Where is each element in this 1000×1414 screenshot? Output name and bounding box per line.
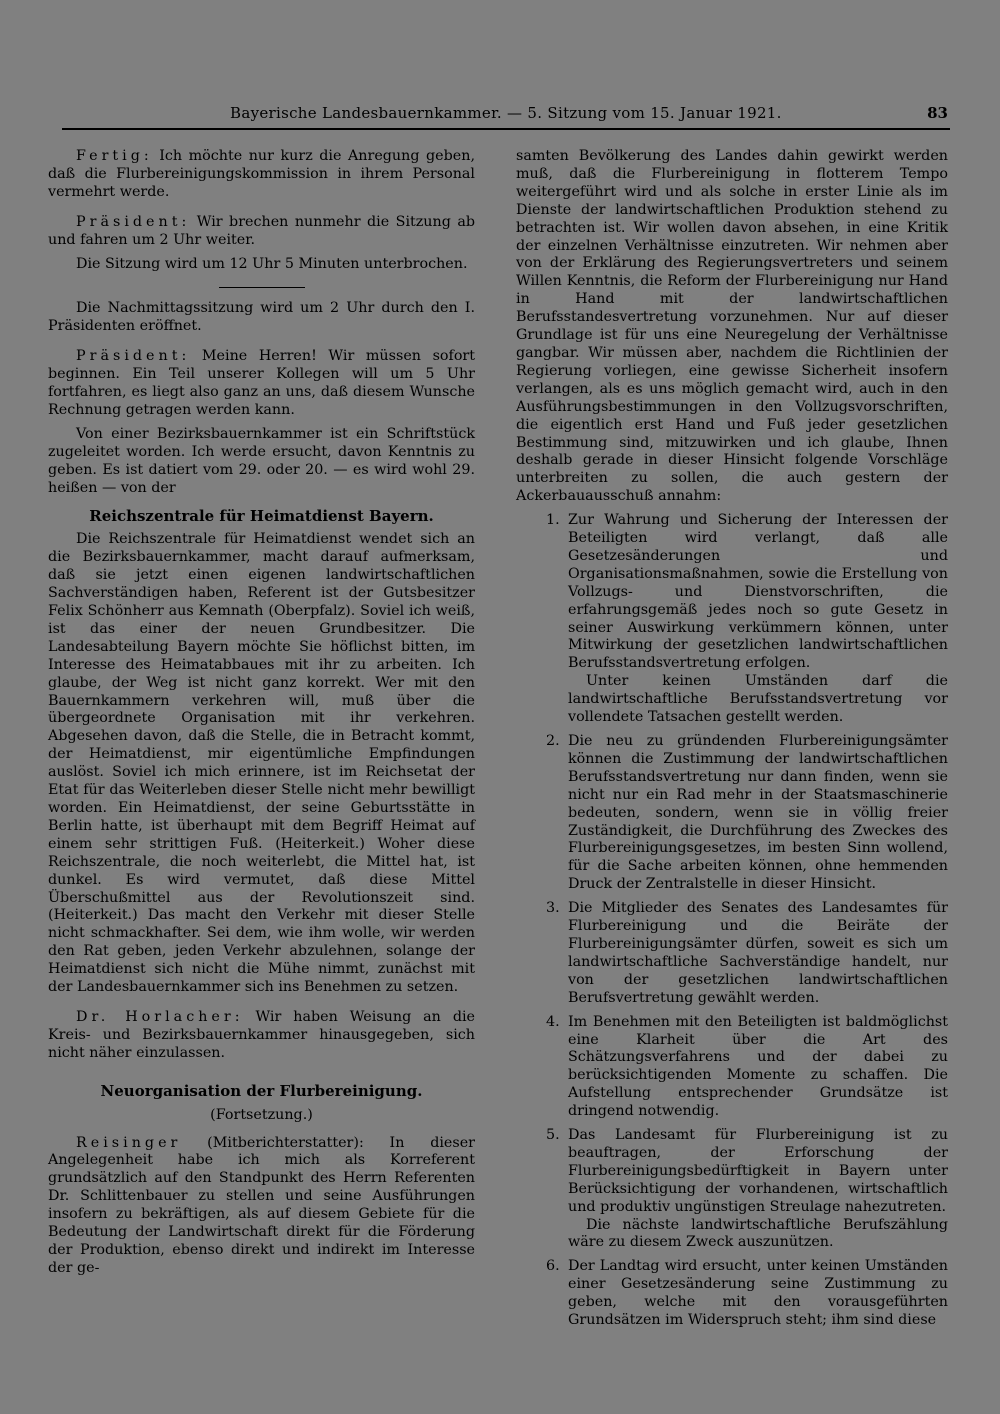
list-item-text: Die neu zu gründenden Flurbereinigungsämter können die Zustimmung der landwirtschaftlichen Berufsstandsvertretung nur dann finden, wenn sie nicht nur ein Rad mehr in der Staatsmaschinerie bedeuten, sondern, wenn sie in völlig freier Zuständigkeit, die Durchführung des Zweckes des Flurbereinigungsgesetzes, im besten Sinn wollend, für die Sache arbeiten können, ohne hemmenden Druck der Zentralstelle in dieser Hinsicht. [568, 733, 948, 893]
paragraph-reichszentrale: Die Reichszentrale für Heimatdienst wendet sich an die Bezirksbauernkammer, macht darauf aufmerksam, daß sie jetzt einen eigenen landwirtschaftlichen Sachverständigen haben, Referent ist der Gutsbesitzer Felix Schönherr aus Kemnath (Oberpfalz). Soviel ich weiß, ist das einer der neuen Grundbesitzer. Die Landesabteilung Bayern möchte Sie höflichst bitten, im Interesse des Heimatabbaues mit ihr zu arbeiten. Ich glaube, der Weg ist nicht ganz korrekt. Wer mit den Bauernkammern verkehren will, muß über die übergeordnete Organisation mit ihr verkehren. Abgesehen davon, daß die Stelle, die in Betracht kommt, der Heimatdienst, mir eigentümliche Empfindungen auslöst. Soviel ich mich erinnere, ist im Reichsetat der Etat für das Weiterleben dieser Stelle nicht mehr bewilligt worden. Ein Heimatdienst, der seine Geburtsstätte in Berlin hatte, ist überhaupt mit dem Begriff Heimat auf einem sehr strittigen Fuß. (Heiterkeit.) Woher diese Reichszentrale, die noch weiterlebt, die Mittel hat, ist dunkel. Es wird vermutet, daß diese Mittel Überschußmittel aus der Revolutionszeit sind. (Heiterkeit.) Das macht den Verkehr mit dieser Stelle nicht schmackhafter. Sei dem, wie ihm wolle, wir werden den Rat geben, jeden Verkehr abzulehnen, solange der Heimatdienst sich nicht die Mühe nimmt, zunächst mit der Landesbauernkammer sich ins Benehmen zu setzen. [48, 531, 475, 996]
paragraph-fertig [48, 148, 475, 202]
list-item-continuation: Die nächste landwirtschaftliche Berufszählung wäre zu diesem Zweck auszunützen. [568, 1216, 948, 1251]
paragraph-interruption: Die Sitzung wird um 12 Uhr 5 Minuten unterbrochen. [76, 255, 468, 272]
list-item-text: Zur Wahrung und Sicherung der Interessen der Beteiligten wird verlangt, daß alle Gesetzesänderungen und Organisationsmaßnahmen, sowie die Erstellung von Vollzugs- und Dienstvorschriften, die erfahrungsgemäß jedes noch so gute Gesetz in seiner Auswirkung verkümmern können, unter Mitwirkung der gesetzlichen landwirtschaftlichen Berufsstandsvertretung erfolgen. [568, 512, 948, 672]
list-item [516, 512, 948, 727]
paragraph-horlacher [48, 1009, 475, 1063]
list-item [516, 1258, 948, 1330]
section-divider [219, 287, 305, 288]
list-item [516, 900, 948, 1007]
page-number: 83 [927, 104, 948, 122]
list-number: 1. [546, 512, 560, 529]
paragraph-afternoon-session: Die Nachmittagssitzung wird um 2 Uhr durch den I. Präsidenten eröffnet. [48, 300, 475, 335]
paragraph-text: (Mitberichterstatter): In dieser Angelegenheit habe ich mich als Korreferent grundsätzlich auf den Standpunkt des Herrn Referenten Dr. Schlittenbauer zu stellen und seine Ausführungen insofern zu bekräftigen, als auf diesem Gebiete für die Bedeutung der Landwirtschaft direkt für die Förderung der Produktion, ebenso direkt und indirekt im Interesse der ge- [48, 1134, 476, 1276]
proposal-list [516, 512, 948, 1330]
right-column [516, 148, 948, 1330]
speaker-name: Dr. Horlacher: [76, 1008, 244, 1025]
list-item-continuation: Unter keinen Umständen darf die landwirtschaftliche Berufsstandsvertretung vor vollendete Tatsachen gestellt werden. [568, 673, 948, 726]
section-heading-flurbereinigung: Neuorganisation der Flurbereinigung. [100, 1081, 423, 1100]
paragraph-text: Wir haben Weisung an die Kreis- und Bezirksbauernkammer hinausgegeben, sich nicht näher einzulassen. [48, 1008, 476, 1061]
list-number: 6. [546, 1258, 560, 1275]
list-item [516, 733, 948, 894]
speaker-name: Präsident: [76, 348, 191, 365]
paragraph-reisinger [48, 1135, 475, 1278]
list-item-text: Die Mitglieder des Senates des Landesamtes für Flurbereinigung und die Beiräte der Flurbereinigungsämter dürfen, soweit es sich um landwirtschaftliche Sachverständige handelt, nur von der gesetzlichen landwirtschaftlichen Berufsvertretung gewählt werden. [568, 900, 948, 1006]
speaker-name: Reisinger [76, 1134, 182, 1151]
paragraph-praesident-2 [48, 348, 475, 420]
paragraph-praesident-1 [48, 214, 475, 250]
paragraph-continuation: samten Bevölkerung des Landes dahin gewirkt werden muß, daß die Flurbereinigung in flotterem Tempo weitergeführt wird und als solche in erster Linie als im Dienste der landwirtschaftlichen Produktion stehend zu betrachten ist. Wir wollen davon absehen, in eine Kritik der einzelnen Verhältnisse einzutreten. Wir nehmen aber von der Erklärung des Regierungsvertreters und seinem Willen Kenntnis, die Reform der Flurbereinigung nur Hand in Hand mit der landwirtschaftlichen Berufsstandesvertretung vorzunehmen. Nur auf dieser Grundlage ist für uns eine Neuregelung der Verhältnisse gangbar. Wir müssen aber, nachdem die Richtlinien der Regierung vorliegen, eine gewisse Sicherheit insofern verlangen, als es uns möglich gemacht wird, auch in den Ausführungsbestimmungen in den Vollzugsvorschriften, die eigentlich erst Hand und Fuß jeder gesetzlichen Bestimmung sind, mitzuwirken und ich glaube, Ihnen deshalb gerade in dieser Hinsicht folgende Vorschläge unterbreiten zu sollen, die auch gestern der Ackerbauausschuß annahm: [516, 148, 948, 505]
list-number: 4. [546, 1013, 560, 1030]
list-number: 5. [546, 1127, 560, 1144]
list-item-text: Das Landesamt für Flurbereinigung ist zu beauftragen, der Erforschung der Flurbereinigungsbedürftigkeit in Bayern unter Berücksichtigung der vorhandenen, wirtschaftlich und produktiv ungünstigen Streulage nahezutreten. [568, 1127, 948, 1215]
list-number: 3. [546, 900, 560, 917]
speaker-name: Präsident: [76, 213, 191, 230]
list-number: 2. [546, 733, 560, 749]
paragraph-text: Wir brechen nunmehr die Sitzung ab und fahren um 2 Uhr weiter. [48, 213, 475, 248]
paragraph-letter: Von einer Bezirksbauernkammer ist ein Schriftstück zugeleitet worden. Ich werde ersucht, davon Kenntnis zu geben. Es ist datiert vom 29. oder 20. — es wird wohl 29. heißen — von der [48, 425, 475, 496]
section-subheading: (Fortsetzung.) [210, 1106, 313, 1123]
paragraph-text: Ich möchte nur kurz die Anregung geben, daß die Flurbereinigungskommission in ihrem Personal vermehrt werde. [48, 148, 475, 200]
paragraph-text: Meine Herren! Wir müssen sofort beginnen. Ein Teil unserer Kollegen will um 5 Uhr fortfahren, es liegt also ganz an uns, daß diesem Wunsche Rechnung getragen werden kann. [48, 348, 476, 418]
running-header [48, 104, 950, 126]
header-rule [62, 128, 950, 130]
running-title: Bayerische Landesbauernkammer. — 5. Sitzung vom 15. Januar 1921. [230, 104, 782, 122]
list-item-text: Der Landtag wird ersucht, unter keinen Umständen einer Gesetzesänderung seine Zustimmung zu geben, welche mit den vorausgeführten Grundsätzen im Widerspruch steht; ihm sind diese [568, 1258, 948, 1329]
section-heading-heimatdienst: Reichszentrale für Heimatdienst Bayern. [89, 506, 434, 525]
left-column [48, 148, 475, 1278]
list-item-text: Im Benehmen mit den Beteiligten ist baldmöglichst eine Klarheit über die Art des Schätzungsverfahrens und der dabei zu berücksichtigenden Momente zu schaffen. Die Aufstellung entsprechender Grundsätze ist dringend notwendig. [568, 1013, 948, 1120]
speaker-name: Fertig: [76, 148, 153, 164]
list-item [516, 1127, 948, 1252]
list-item [516, 1014, 948, 1121]
